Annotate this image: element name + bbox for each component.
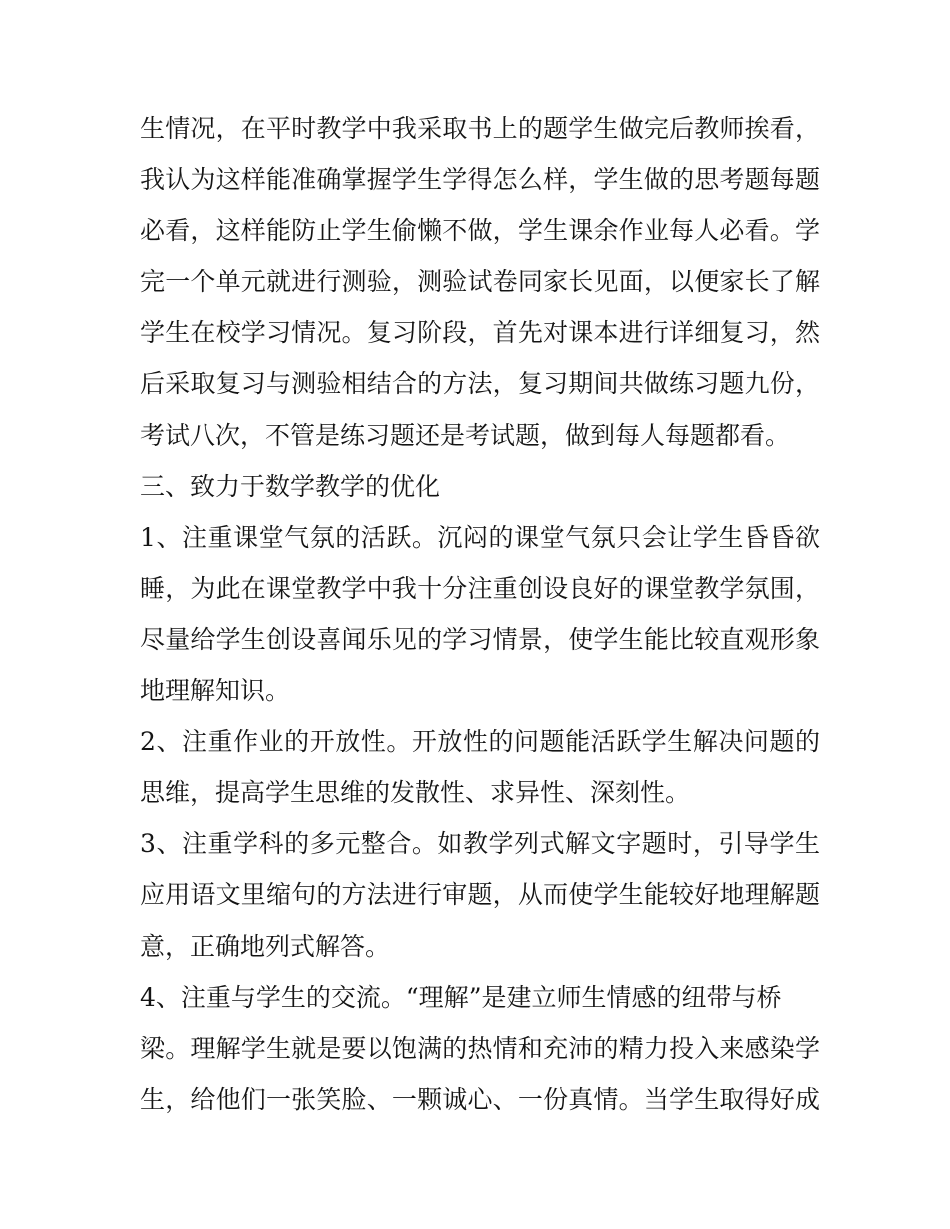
list-item-line: 2、注重作业的开放性。开放性的问题能活跃学生解决问题的 [140, 727, 820, 757]
document-body [140, 103, 820, 1125]
text-line: 地理解知识。 [140, 676, 291, 706]
text-line: 考试八次，不管是练习题还是考试题，做到每人每题都看。 [140, 420, 791, 450]
text-line: 我认为这样能准确掌握学生学得怎么样，学生做的思考题每题 [140, 165, 820, 195]
text-line: 尽量给学生创设喜闻乐见的学习情景，使学生能比较直观形象 [140, 624, 820, 654]
text-line: 后采取复习与测验相结合的方法，复习期间共做练习题九份， [140, 369, 820, 399]
text-line: 梁。理解学生就是要以饱满的热情和充沛的精力投入来感染学 [140, 1033, 820, 1063]
text-line: 必看，这样能防止学生偷懒不做，学生课余作业每人必看。学 [140, 216, 820, 246]
list-item-line: 4、注重与学生的交流。“理解”是建立师生情感的纽带与桥 [140, 982, 782, 1012]
text-line: 思维，提高学生思维的发散性、求异性、深刻性。 [140, 778, 691, 808]
text-line: 生情况，在平时教学中我采取书上的题学生做完后教师挨看， [140, 114, 820, 143]
list-item-line: 3、注重学科的多元整合。如教学列式解文字题时，引导学生 [140, 829, 820, 859]
section-heading: 三、致力于数学教学的优化 [140, 471, 441, 501]
text-line: 意，正确地列式解答。 [140, 931, 391, 961]
list-item-line: 1、注重课堂气氛的活跃。沉闷的课堂气氛只会让学生昏昏欲 [140, 522, 820, 552]
text-line: 应用语文里缩句的方法进行审题，从而使学生能较好地理解题 [140, 880, 820, 910]
text-line: 睡，为此在课堂教学中我十分注重创设良好的课堂教学氛围， [140, 573, 820, 603]
text-line: 完一个单元就进行测验，测验试卷同家长见面，以便家长了解 [140, 267, 820, 297]
text-line: 学生在校学习情况。复习阶段，首先对课本进行详细复习，然 [140, 318, 820, 348]
text-line: 生，给他们一张笑脸、一颗诚心、一份真情。当学生取得好成 [140, 1084, 820, 1114]
